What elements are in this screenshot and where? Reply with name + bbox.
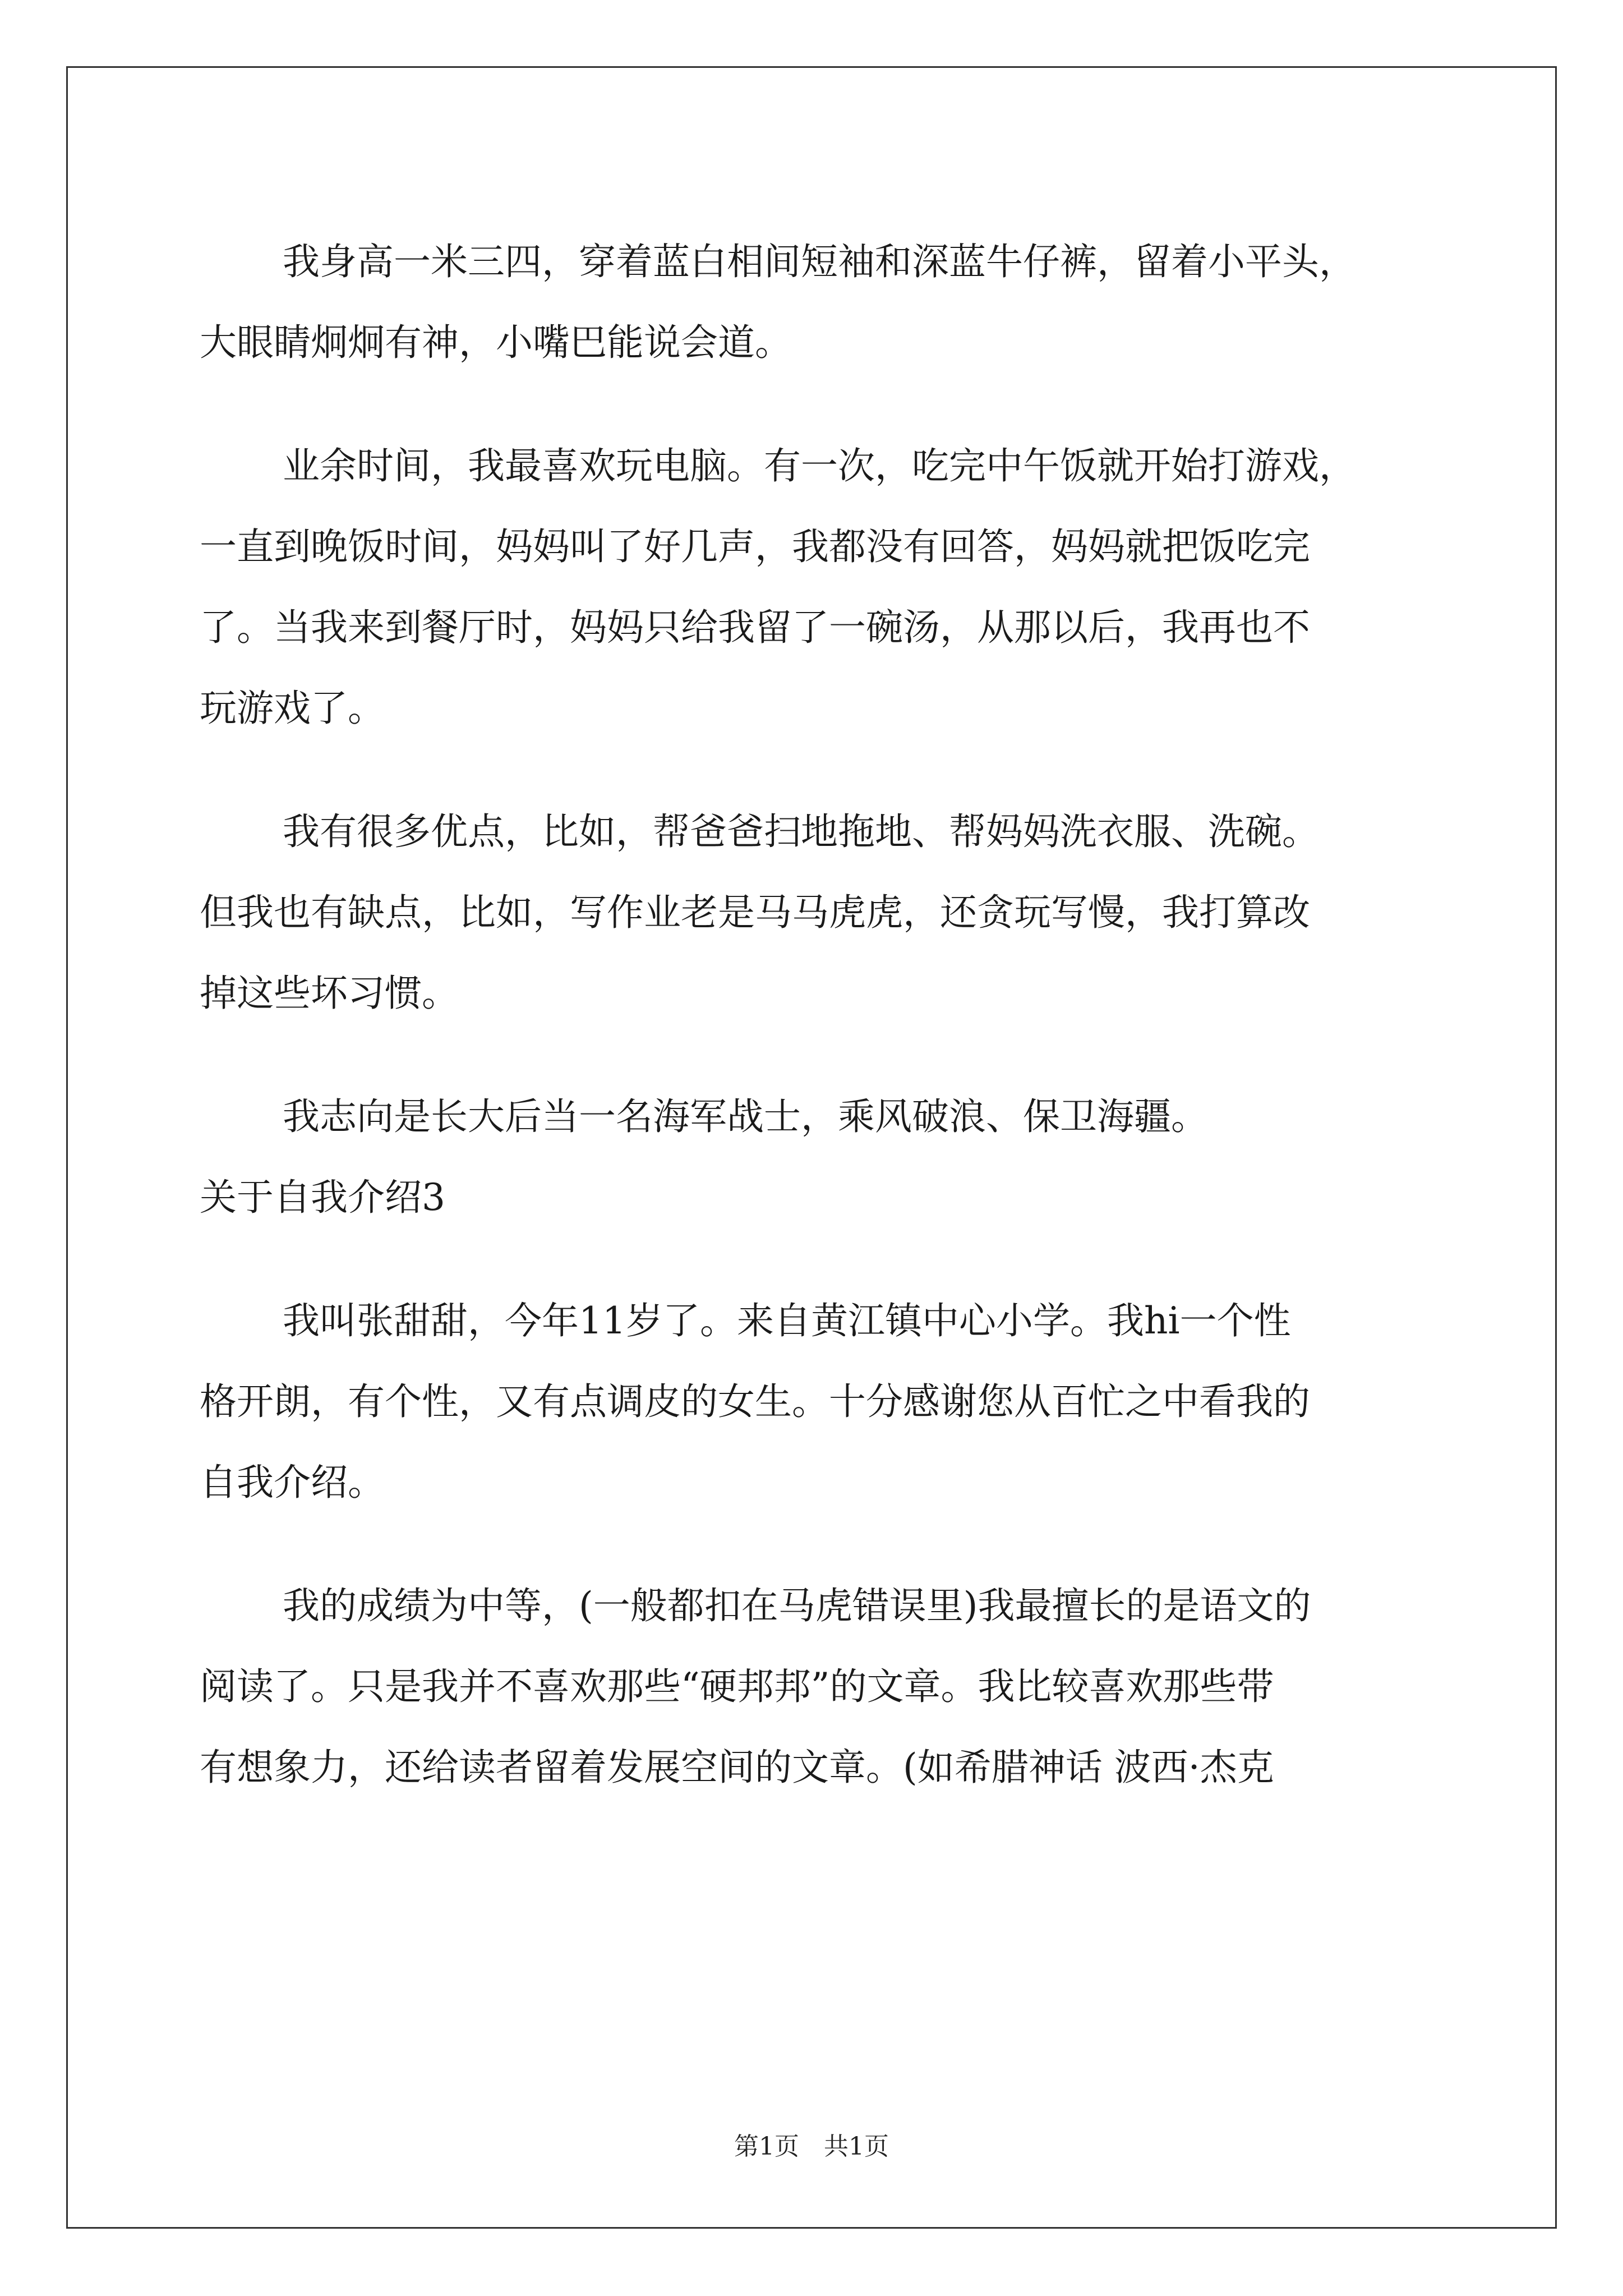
paragraph-line: 但我也有缺点，比如，写作业老是马马虎虎，还贪玩写慢，我打算改	[200, 891, 1310, 934]
paragraph-line: 业余时间，我最喜欢玩电脑。有一次，吃完中午饭就开始打游戏，	[283, 444, 1356, 487]
paragraph-line: 掉这些坏习惯。	[200, 972, 459, 1015]
paragraph-line: 自我介绍。	[200, 1461, 385, 1504]
paragraph-line: 有想象力，还给读者留着发展空间的文章。(如希腊神话 波西·杰克	[200, 1746, 1274, 1789]
paragraph-line: 我身高一米三四，穿着蓝白相间短袖和深蓝牛仔裤，留着小平头，	[283, 240, 1356, 283]
paragraph-line: 我有很多优点，比如，帮爸爸扫地拖地、帮妈妈洗衣服、洗碗。	[283, 810, 1319, 853]
paragraph-line: 我的成绩为中等，(一般都扣在马虎错误里)我最擅长的是语文的	[283, 1584, 1311, 1627]
paragraph-line: 我志向是长大后当一名海军战士，乘风破浪、保卫海疆。	[283, 1095, 1208, 1138]
paragraph-line: 阅读了。只是我并不喜欢那些“硬邦邦”的文章。我比较喜欢那些带	[200, 1665, 1274, 1708]
paragraph-line: 一直到晚饭时间，妈妈叫了好几声，我都没有回答，妈妈就把饭吃完	[200, 525, 1310, 568]
paragraph-line: 大眼睛炯炯有神，小嘴巴能说会道。	[200, 321, 792, 364]
paragraph-line: 玩游戏了。	[200, 687, 385, 730]
page-footer: 第1页 共1页	[734, 2132, 889, 2161]
paragraph-line: 格开朗，有个性，又有点调皮的女生。十分感谢您从百忙之中看我的	[200, 1380, 1310, 1423]
paragraph-line: 我叫张甜甜，今年11岁了。来自黄江镇中心小学。我hi一个性	[283, 1299, 1291, 1342]
document-body	[200, 222, 1433, 1808]
paragraph-line: 了。当我来到餐厅时，妈妈只给我留了一碗汤，从那以后，我再也不	[200, 606, 1310, 649]
section-heading: 关于自我介绍3	[200, 1176, 445, 1219]
